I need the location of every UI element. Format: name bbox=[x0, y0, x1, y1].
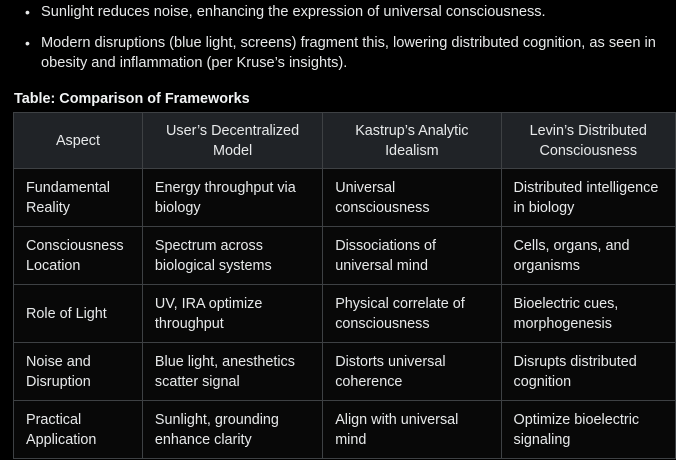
table-cell: Distorts universal coherence bbox=[323, 343, 501, 401]
table-cell: Universal consciousness bbox=[323, 169, 501, 227]
header-users-model: User’s Decentralized Model bbox=[142, 113, 322, 169]
comparison-table bbox=[13, 112, 676, 459]
table-header-row bbox=[14, 113, 676, 169]
table-cell: Spectrum across biological systems bbox=[142, 227, 322, 285]
header-aspect: Aspect bbox=[14, 113, 143, 169]
table-cell: Disrupts distributed cognition bbox=[501, 343, 675, 401]
header-kastrup: Kastrup’s Analytic Idealism bbox=[323, 113, 501, 169]
table-cell: Dissociations of universal mind bbox=[323, 227, 501, 285]
bullet-dot-icon: • bbox=[25, 4, 30, 20]
header-levin: Levin’s Distributed Consciousness bbox=[501, 113, 675, 169]
bullet-text: Sunlight reduces noise, enhancing the expression of universal consciousness. bbox=[41, 4, 546, 20]
table-row bbox=[14, 285, 676, 343]
bullet-text: Modern disruptions (blue light, screens) fragment this, lowering distributed cognition, as seen in obesity and inflammation (per Kruse’s insights). bbox=[41, 35, 656, 71]
table-row bbox=[14, 343, 676, 401]
table-cell: Consciousness Location bbox=[14, 227, 143, 285]
table-cell: Practical Application bbox=[14, 401, 143, 459]
table-cell: Energy throughput via biology bbox=[142, 169, 322, 227]
table-cell: Distributed intelligence in biology bbox=[501, 169, 675, 227]
table-cell: Physical correlate of consciousness bbox=[323, 285, 501, 343]
table-cell: Sunlight, grounding enhance clarity bbox=[142, 401, 322, 459]
bullet-list bbox=[0, 2, 676, 84]
table-row bbox=[14, 169, 676, 227]
table-row bbox=[14, 401, 676, 459]
bullet-item bbox=[0, 2, 676, 22]
bullet-dot-icon: • bbox=[25, 35, 30, 51]
table-cell: Bioelectric cues, morphogenesis bbox=[501, 285, 675, 343]
table-cell: Role of Light bbox=[14, 285, 143, 343]
table-cell: Align with universal mind bbox=[323, 401, 501, 459]
table-cell: Fundamental Reality bbox=[14, 169, 143, 227]
table-cell: Cells, organs, and organisms bbox=[501, 227, 675, 285]
bullet-item bbox=[0, 33, 676, 73]
table-cell: Blue light, anesthetics scatter signal bbox=[142, 343, 322, 401]
table-title: Table: Comparison of Frameworks bbox=[14, 91, 250, 107]
table-cell: UV, IRA optimize throughput bbox=[142, 285, 322, 343]
table-cell: Optimize bioelectric signaling bbox=[501, 401, 675, 459]
table-cell: Noise and Disruption bbox=[14, 343, 143, 401]
table-row bbox=[14, 227, 676, 285]
